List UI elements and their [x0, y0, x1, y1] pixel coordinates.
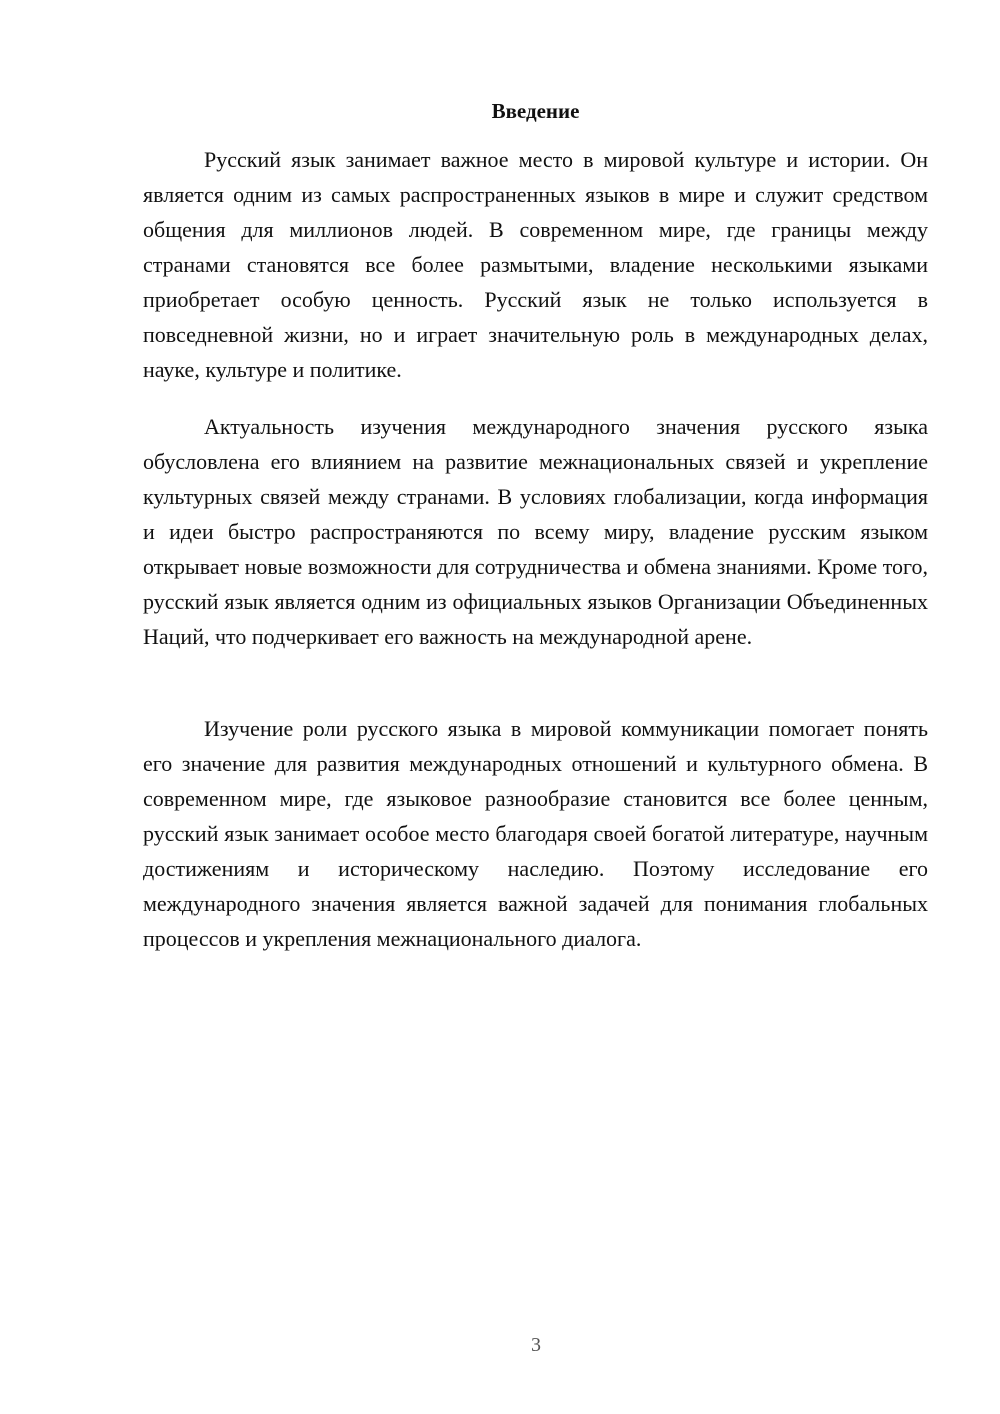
- paragraph-relevance: Актуальность изучения международного значения русского языка обусловлена его влиянием на развитие межнациональных связей и укрепление культурных связей между странами. В условиях глобализации, когда информация и идеи быстро распространяются по всему миру, владение русским языком открывает новые возможности для сотрудничества и обмена знаниями. Кроме того, русский язык является одним из официальных языков Организации Объединенных Наций, что подчеркивает его важность на международной арене.: [143, 414, 928, 649]
- paragraph-study: Изучение роли русского языка в мировой коммуникации помогает понять его значение для развития международных отношений и культурного обмена. В современном мире, где языковое разнообразие становится все более ценным, русский язык занимает особое место благодаря своей богатой литературе, научным достижениям и историческому наследию. Поэтому исследование его международного значения является важной задачей для понимания глобальных процессов и укрепления межнационального диалога.: [143, 716, 928, 951]
- page-number: 3: [531, 1334, 541, 1356]
- paragraph-intro: Русский язык занимает важное место в мировой культуре и истории. Он является одним из самых распространенных языков в мире и служит средством общения для миллионов людей. В современном мире, где границы между странами становятся все более размытыми, владение несколькими языками приобретает особую ценность. Русский язык не только используется в повседневной жизни, но и играет значительную роль в международных делах, науке, культуре и политике.: [143, 147, 928, 382]
- section-heading: Введение: [491, 99, 580, 123]
